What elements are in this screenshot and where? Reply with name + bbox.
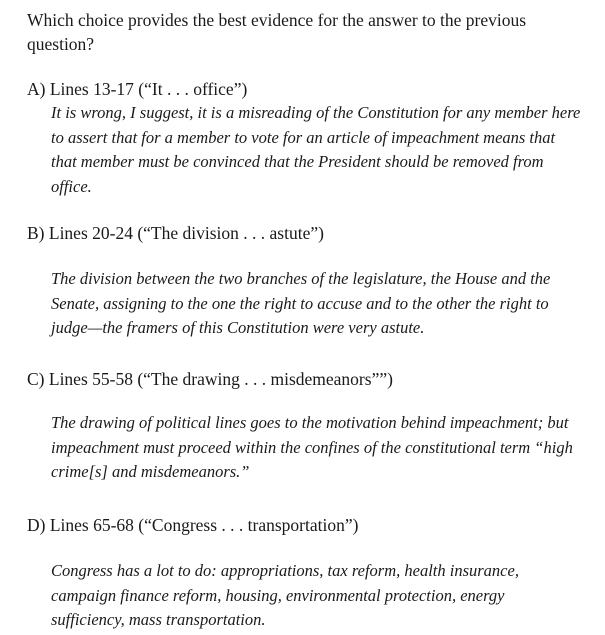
answer-choice-d[interactable]: [27, 513, 587, 633]
choice-a-label: Lines 13-17 (“It . . . office”): [49, 79, 248, 99]
answer-choice-a[interactable]: [27, 77, 587, 199]
choice-d-label-row: [27, 513, 587, 537]
choice-c-label-row: [27, 367, 587, 391]
question-prompt: Which choice provides the best evidence for the answer to the previous question?: [27, 10, 527, 54]
choice-c-label: Lines 55-58 (“The drawing . . . misdemeanors””): [48, 369, 393, 389]
answer-choice-b[interactable]: [27, 221, 587, 341]
choice-c-quote: The drawing of political lines goes to the motivation behind impeachment; but impeachment must proceed within the confines of the constitutional term “high crime[s] and misdemeanors.”: [51, 413, 573, 481]
answer-choice-c[interactable]: [27, 367, 587, 485]
choice-c-letter: C): [27, 369, 45, 389]
choice-b-quote: The division between the two branches of the legislature, the House and the Senate, assigning to the one the right to accuse and to the other the right to judge—the framers of this Constitution were very astute.: [51, 269, 551, 337]
choice-d-label: Lines 65-68 (“Congress . . . transportation”): [49, 515, 359, 535]
choice-a-label-row: [27, 77, 587, 101]
choice-b-letter: B): [27, 223, 45, 243]
choice-a-letter: A): [27, 79, 46, 99]
choice-a-quote: It is wrong, I suggest, it is a misreading of the Constitution for any member here to assert that for a member to vote for an article of impeachment means that that member must be convinced that the President should be removed from office.: [51, 103, 581, 196]
choice-d-quote: Congress has a lot to do: appropriations, tax reform, health insurance, campaign finance reform, housing, environmental protection, energy sufficiency, mass transportation.: [51, 561, 519, 629]
choice-b-label-row: [27, 221, 587, 245]
choice-d-letter: D): [27, 515, 46, 535]
choice-b-label: Lines 20-24 (“The division . . . astute”): [48, 223, 324, 243]
